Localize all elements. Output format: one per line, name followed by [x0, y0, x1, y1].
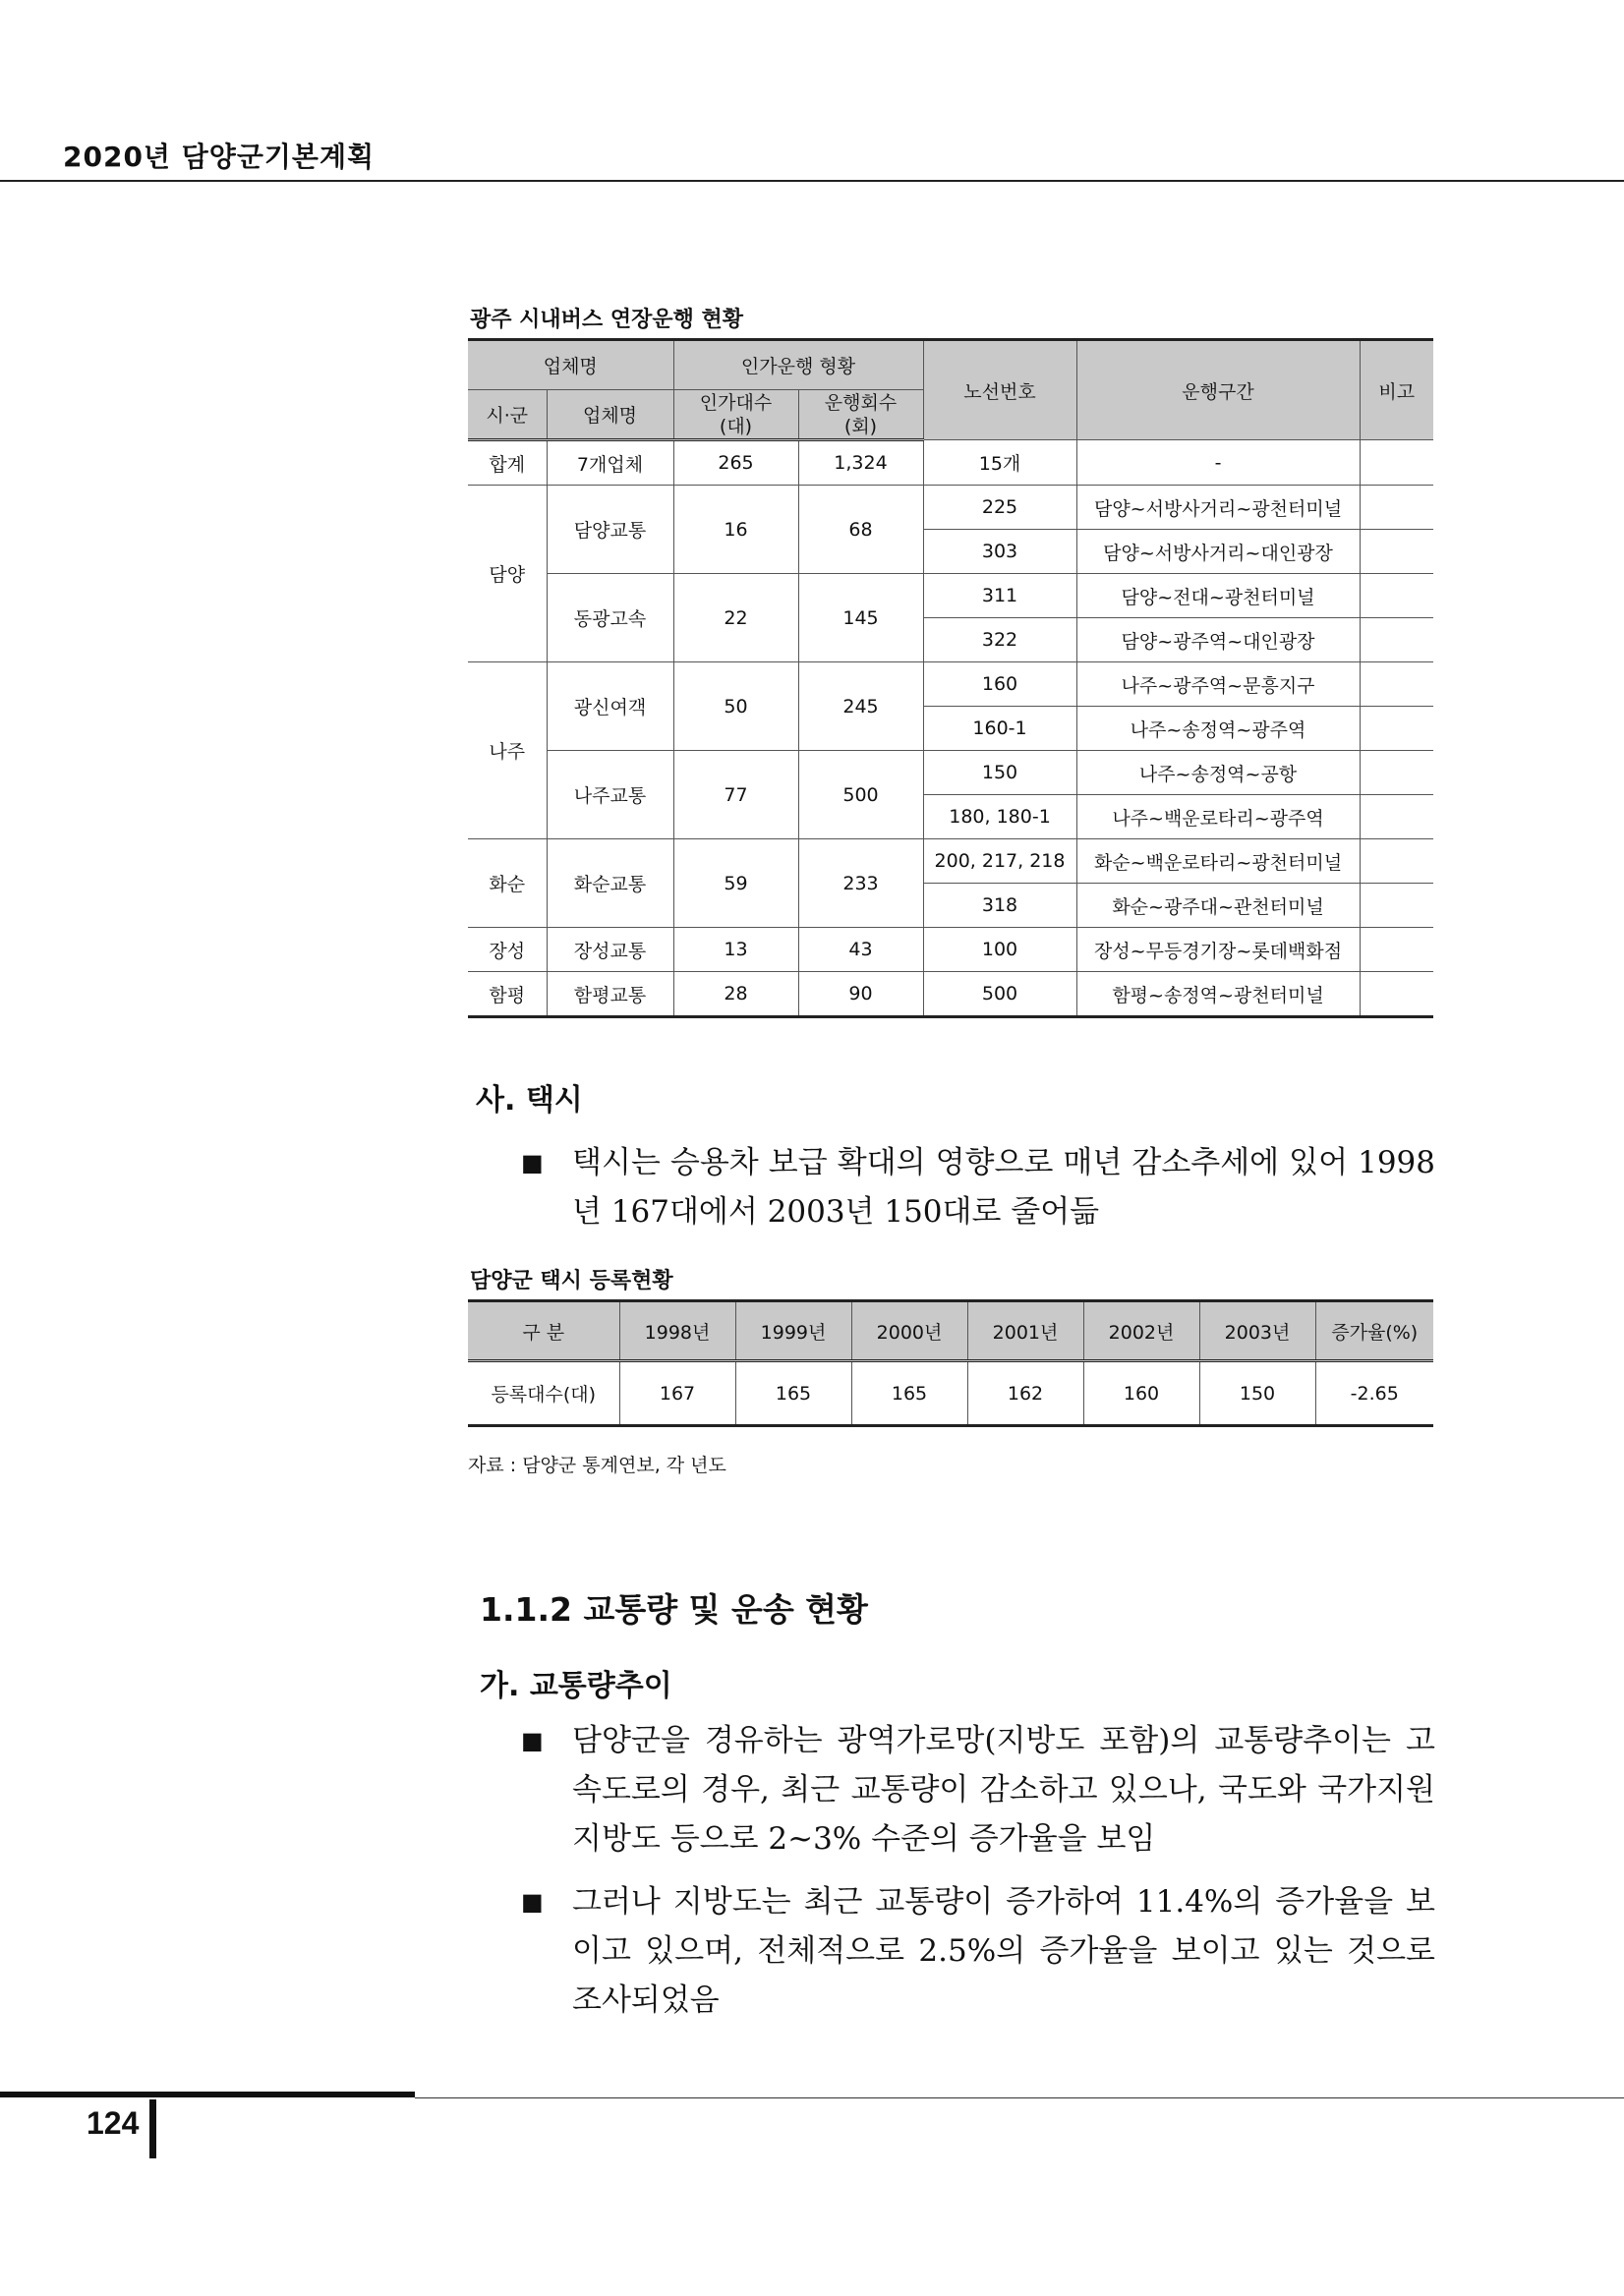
- taxi-header-cell: 구 분: [468, 1301, 619, 1361]
- table-cell: 322: [923, 618, 1076, 662]
- bus-table-body: [468, 440, 1433, 1017]
- taxi-cell: 165: [851, 1361, 967, 1426]
- table-cell: 160: [923, 662, 1076, 707]
- traffic-bullet-1: [521, 1716, 1435, 1864]
- table-cell: 43: [798, 928, 923, 972]
- bus-table-caption: 광주 시내버스 연장운행 현황: [470, 308, 744, 332]
- table-cell: 245: [798, 662, 923, 751]
- table-cell: 담양~서방사거리~광천터미널: [1076, 486, 1360, 530]
- header-company: 업체명: [547, 390, 673, 440]
- table-cell: 28: [673, 972, 798, 1017]
- taxi-header-cell: 증가율(%): [1315, 1301, 1433, 1361]
- remarks-cell: [1360, 618, 1433, 662]
- remarks-cell: [1360, 662, 1433, 707]
- table-cell: 나주~백운로타리~광주역: [1076, 795, 1360, 839]
- table-cell: 화순교통: [547, 839, 673, 928]
- table-cell: [1360, 440, 1433, 486]
- total-row: [468, 440, 1433, 486]
- table-cell: 동광고속: [547, 574, 673, 662]
- table-cell: 50: [673, 662, 798, 751]
- remarks-cell: [1360, 839, 1433, 884]
- table-row: [468, 751, 1433, 795]
- table-cell: 화순~광주대~관천터미널: [1076, 884, 1360, 928]
- header-rule: [0, 180, 1624, 182]
- table-cell: 합계: [468, 440, 547, 486]
- table-cell: 장성~무등경기장~롯데백화점: [1076, 928, 1360, 972]
- bullet-mark: ■: [521, 1727, 544, 1754]
- region-cell: 담양: [468, 486, 547, 662]
- bullet-text: 담양군을 경유하는 광역가로망(지방도 포함)의 교통량추이는 고속도로의 경우, 최근 교통량이 감소하고 있으나, 국도와 국가지원지방도 등으로 2~3% 수준의 증가율을 보임: [572, 1723, 1435, 1857]
- taxi-header-row: [468, 1301, 1433, 1361]
- region-cell: 나주: [468, 662, 547, 839]
- section-heading: 1.1.2 교통량 및 운송 현황: [480, 1590, 868, 1629]
- table-cell: 180, 180-1: [923, 795, 1076, 839]
- table-cell: 59: [673, 839, 798, 928]
- header-company-group: 업체명: [468, 340, 673, 390]
- table-cell: 200, 217, 218: [923, 839, 1076, 884]
- table-cell: 13: [673, 928, 798, 972]
- remarks-cell: [1360, 884, 1433, 928]
- table-cell: 담양~전대~광천터미널: [1076, 574, 1360, 618]
- footer-bar: [0, 2092, 415, 2097]
- table-cell: 160-1: [923, 707, 1076, 751]
- running-header: 2020년 담양군기본계획: [63, 141, 376, 173]
- table-cell: 16: [673, 486, 798, 574]
- taxi-cell: 167: [619, 1361, 735, 1426]
- table-row: [468, 574, 1433, 618]
- taxi-header-cell: 2003년: [1199, 1301, 1315, 1361]
- header-trips: 운행회수 (회): [798, 390, 923, 440]
- remarks-cell: [1360, 972, 1433, 1017]
- remarks-cell: [1360, 751, 1433, 795]
- traffic-bullet-2: [521, 1877, 1435, 2025]
- table-cell: 22: [673, 574, 798, 662]
- remarks-cell: [1360, 707, 1433, 751]
- remarks-cell: [1360, 486, 1433, 530]
- source-note: 자료 : 담양군 통계연보, 각 년도: [468, 1455, 726, 1476]
- bullet-text: 그러나 지방도는 최근 교통량이 증가하여 11.4%의 증가율을 보이고 있으며, 전체적으로 2.5%의 증가율을 보이고 있는 것으로 조사되었음: [572, 1884, 1435, 2018]
- table-cell: -: [1076, 440, 1360, 486]
- table-cell: 90: [798, 972, 923, 1017]
- table-cell: 500: [798, 751, 923, 839]
- table-cell: 나주~광주역~문흥지구: [1076, 662, 1360, 707]
- taxi-cell: 162: [967, 1361, 1083, 1426]
- header-section: 운행구간: [1076, 340, 1360, 440]
- taxi-cell: -2.65: [1315, 1361, 1433, 1426]
- taxi-header-cell: 1999년: [735, 1301, 851, 1361]
- subsection-heading: 가. 교통량추이: [480, 1669, 672, 1703]
- taxi-registration-table: [468, 1299, 1433, 1427]
- table-cell: 233: [798, 839, 923, 928]
- table-cell: 나주교통: [547, 751, 673, 839]
- table-cell: 화순~백운로타리~광천터미널: [1076, 839, 1360, 884]
- table-cell: 함평~송정역~광천터미널: [1076, 972, 1360, 1017]
- table-row: [468, 486, 1433, 530]
- region-cell: 화순: [468, 839, 547, 928]
- table-cell: 500: [923, 972, 1076, 1017]
- table-cell: 15개: [923, 440, 1076, 486]
- table-cell: 265: [673, 440, 798, 486]
- table-cell: 광신여객: [547, 662, 673, 751]
- header-route-no: 노선번호: [923, 340, 1076, 440]
- region-cell: 함평: [468, 972, 547, 1017]
- table-cell: 담양~서방사거리~대인광장: [1076, 530, 1360, 574]
- taxi-cell: 160: [1083, 1361, 1199, 1426]
- header-license-group: 인가운행 형황: [673, 340, 923, 390]
- page-number: 124: [87, 2105, 140, 2141]
- header-remarks: 비고: [1360, 340, 1433, 440]
- table-cell: 장성교통: [547, 928, 673, 972]
- taxi-heading: 사. 택시: [476, 1083, 583, 1118]
- table-cell: 나주~송정역~공항: [1076, 751, 1360, 795]
- taxi-cell: 150: [1199, 1361, 1315, 1426]
- table-cell: 303: [923, 530, 1076, 574]
- bus-extension-table: [468, 338, 1433, 1018]
- header-region: 시·군: [468, 390, 547, 440]
- table-row: [468, 662, 1433, 707]
- remarks-cell: [1360, 795, 1433, 839]
- table-cell: 77: [673, 751, 798, 839]
- remarks-cell: [1360, 530, 1433, 574]
- table-cell: 311: [923, 574, 1076, 618]
- remarks-cell: [1360, 928, 1433, 972]
- table-cell: 나주~송정역~광주역: [1076, 707, 1360, 751]
- taxi-table-caption: 담양군 택시 등록현황: [470, 1269, 673, 1293]
- taxi-cell: 등록대수(대): [468, 1361, 619, 1426]
- table-row: [468, 972, 1433, 1017]
- bullet-mark: ■: [521, 1149, 544, 1177]
- table-cell: 담양교통: [547, 486, 673, 574]
- taxi-data-row: [468, 1361, 1433, 1426]
- table-cell: 100: [923, 928, 1076, 972]
- table-cell: 담양~광주역~대인광장: [1076, 618, 1360, 662]
- table-cell: 225: [923, 486, 1076, 530]
- footer-rule: [415, 2097, 1624, 2098]
- taxi-header-cell: 2000년: [851, 1301, 967, 1361]
- taxi-bullet: [521, 1138, 1435, 1236]
- table-row: [468, 928, 1433, 972]
- table-cell: 145: [798, 574, 923, 662]
- header-licensed-vehicles: 인가대수 (대): [673, 390, 798, 440]
- region-cell: 장성: [468, 928, 547, 972]
- table-row: [468, 839, 1433, 884]
- table-cell: 7개업체: [547, 440, 673, 486]
- table-cell: 1,324: [798, 440, 923, 486]
- taxi-header-cell: 2001년: [967, 1301, 1083, 1361]
- table-cell: 150: [923, 751, 1076, 795]
- table-cell: 318: [923, 884, 1076, 928]
- remarks-cell: [1360, 574, 1433, 618]
- bullet-text: 택시는 승용차 보급 확대의 영향으로 매년 감소추세에 있어 1998년 167대에서 2003년 150대로 줄어듦: [572, 1145, 1435, 1230]
- table-cell: 함평교통: [547, 972, 673, 1017]
- taxi-cell: 165: [735, 1361, 851, 1426]
- page-number-divider: [149, 2099, 156, 2158]
- taxi-header-cell: 2002년: [1083, 1301, 1199, 1361]
- bullet-mark: ■: [521, 1888, 544, 1916]
- table-cell: 68: [798, 486, 923, 574]
- taxi-header-cell: 1998년: [619, 1301, 735, 1361]
